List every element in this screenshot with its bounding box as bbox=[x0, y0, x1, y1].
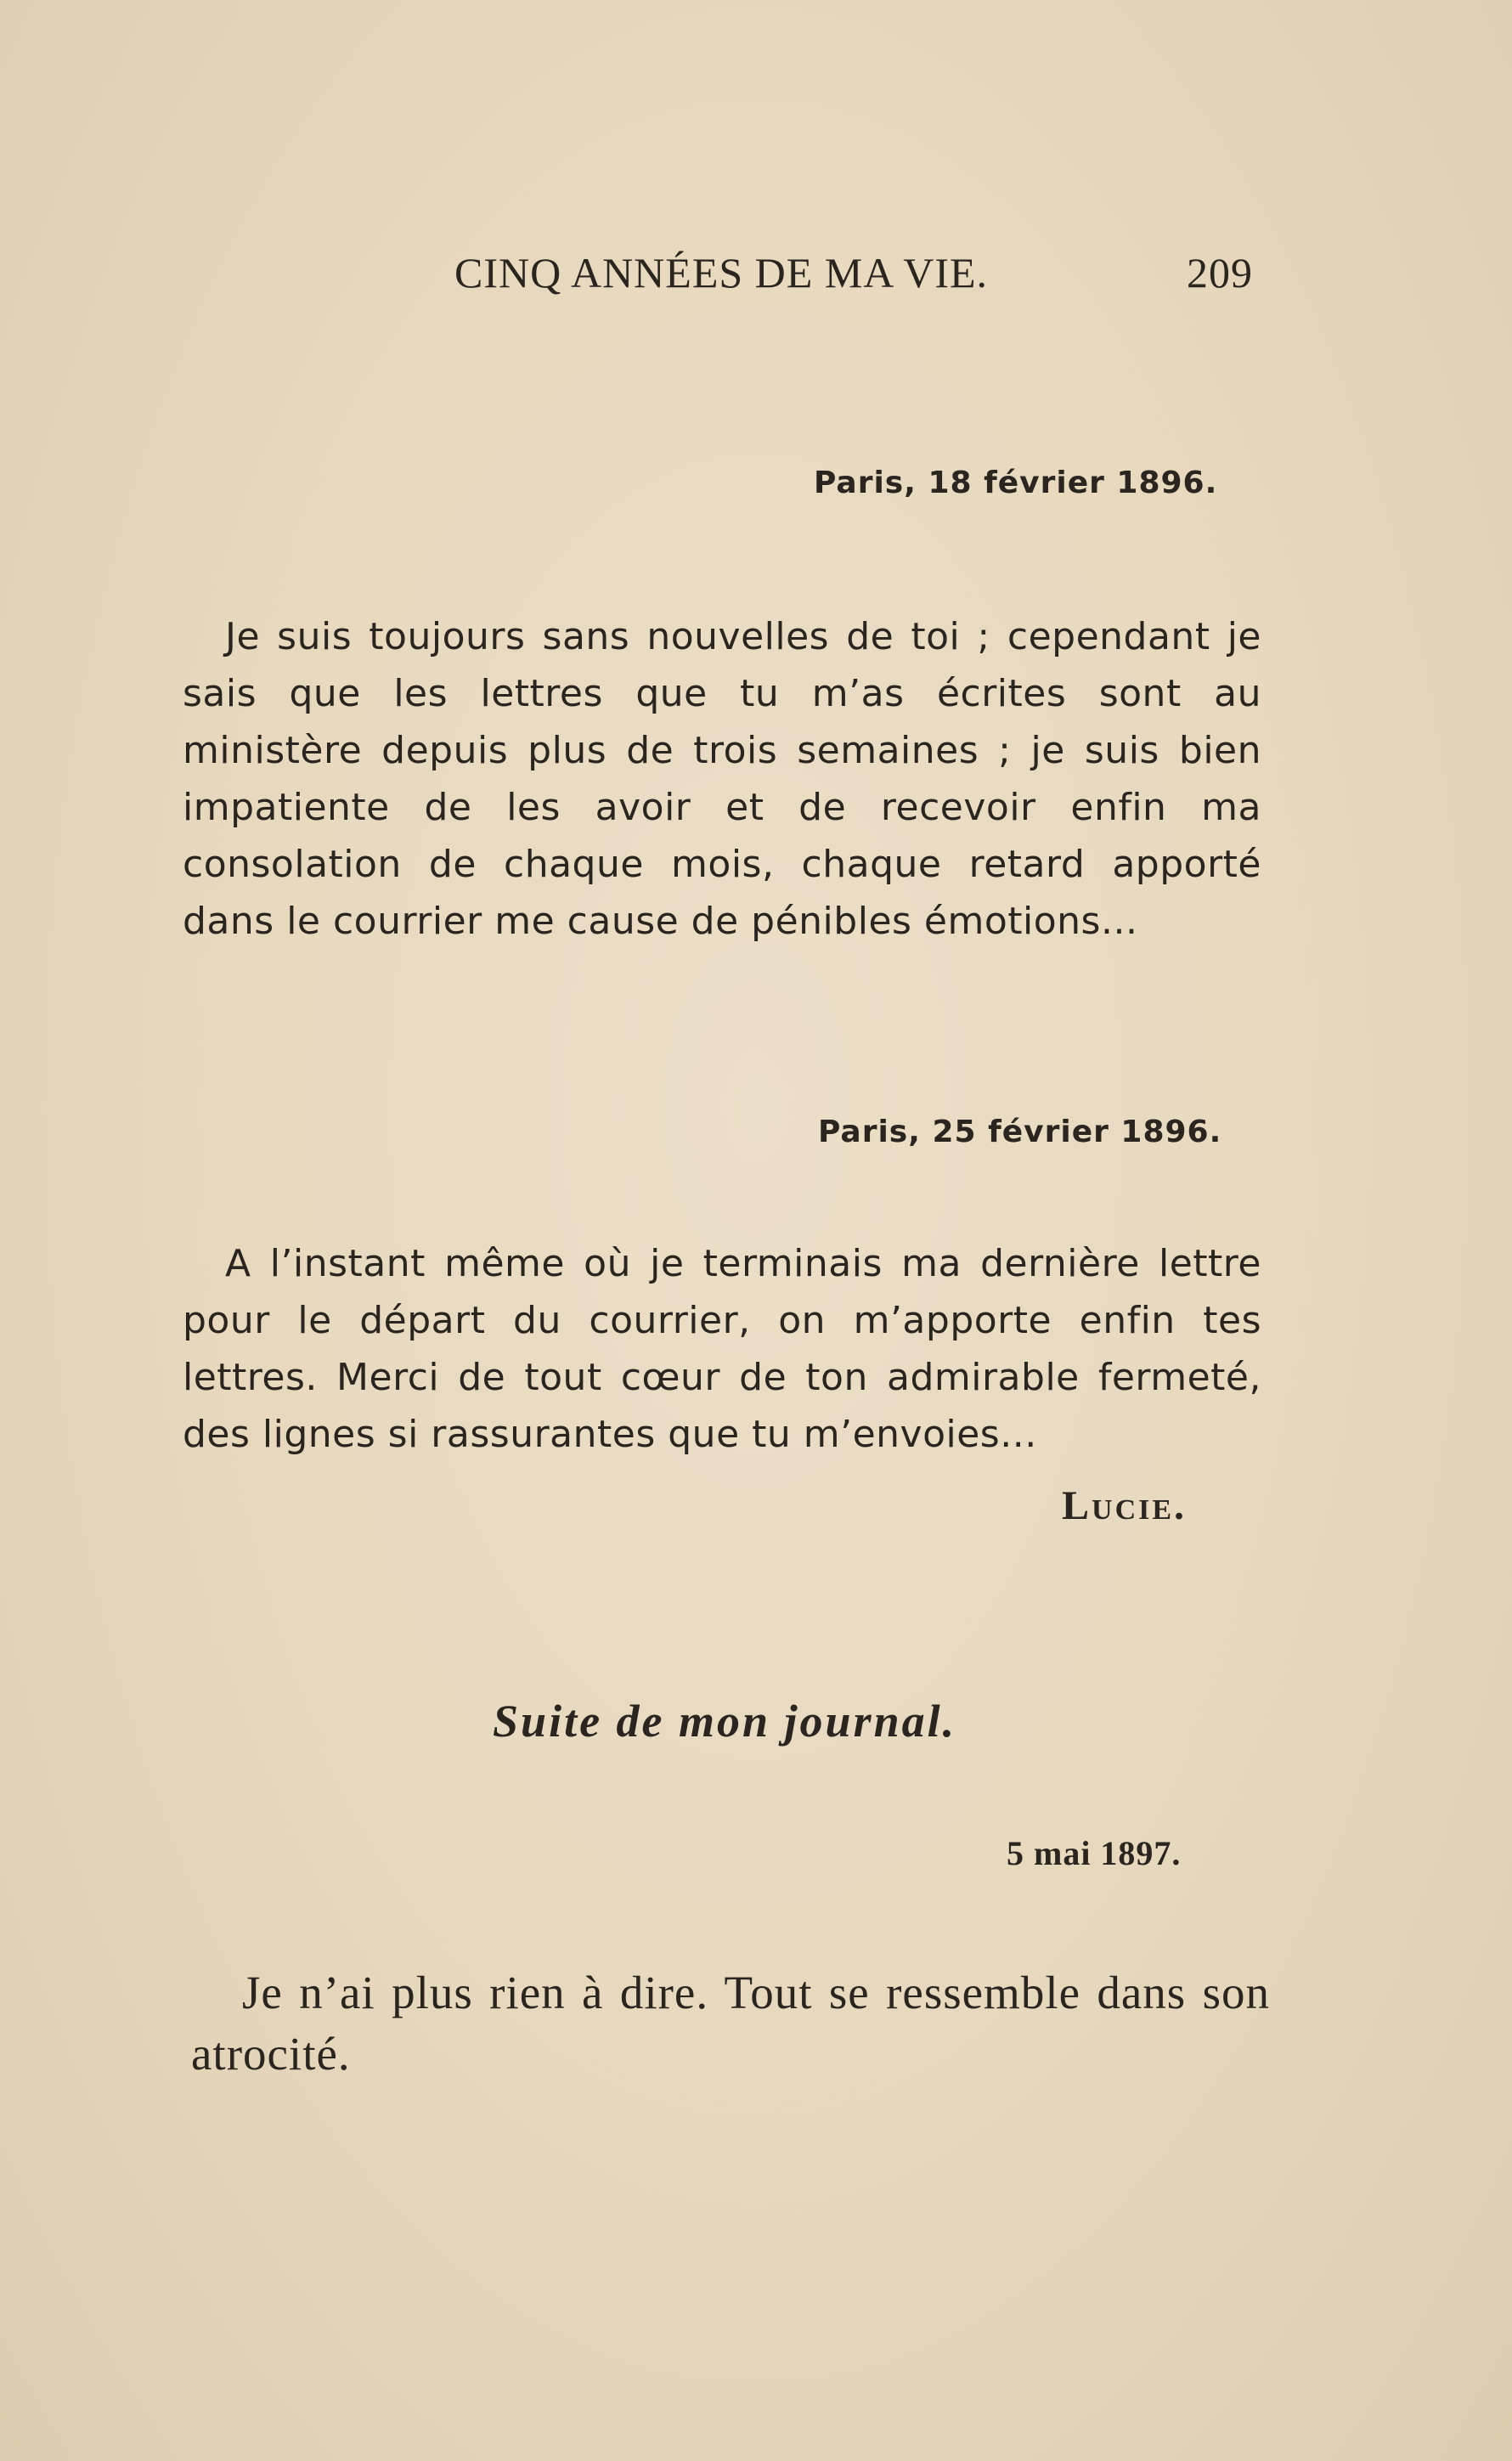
running-header bbox=[454, 248, 1253, 308]
letter-1-body bbox=[183, 608, 1261, 950]
letter-2-dateline: Paris, 25 février 1896. bbox=[818, 1115, 1222, 1149]
letter-2-text: A l’instant même où je terminais ma dernière lettre pour le départ du courrier, on m’apporte enfin tes lettres. Merci de tout cœur de ton admirable fermeté, des lignes si rassurantes que tu m’envoies... bbox=[183, 1242, 1261, 1456]
section-title: Suite de mon journal. bbox=[493, 1696, 957, 1747]
journal-dateline: 5 mai 1897. bbox=[1007, 1834, 1182, 1872]
letter-2-body bbox=[183, 1235, 1261, 1463]
journal-text: Je n’ai plus rien à dire. Tout se ressemble dans son atrocité. bbox=[191, 1967, 1270, 2080]
letter-1-text: Je suis toujours sans nouvelles de toi ; cependant je sais que les lettres que tu m’as écrites sont au ministère depuis plus de trois semaines ; je suis bien impatiente de les avoir et de recevoir enfin ma consolation de chaque mois, chaque retard apporté dans le courrier me cause de pénibles émotions... bbox=[183, 615, 1261, 943]
page-number: 209 bbox=[1187, 249, 1253, 296]
letter-1-dateline: Paris, 18 février 1896. bbox=[814, 466, 1218, 500]
journal-body bbox=[191, 1962, 1270, 2085]
running-title: CINQ ANNÉES DE MA VIE. bbox=[454, 249, 989, 296]
signature: Lucie. bbox=[1062, 1483, 1188, 1528]
